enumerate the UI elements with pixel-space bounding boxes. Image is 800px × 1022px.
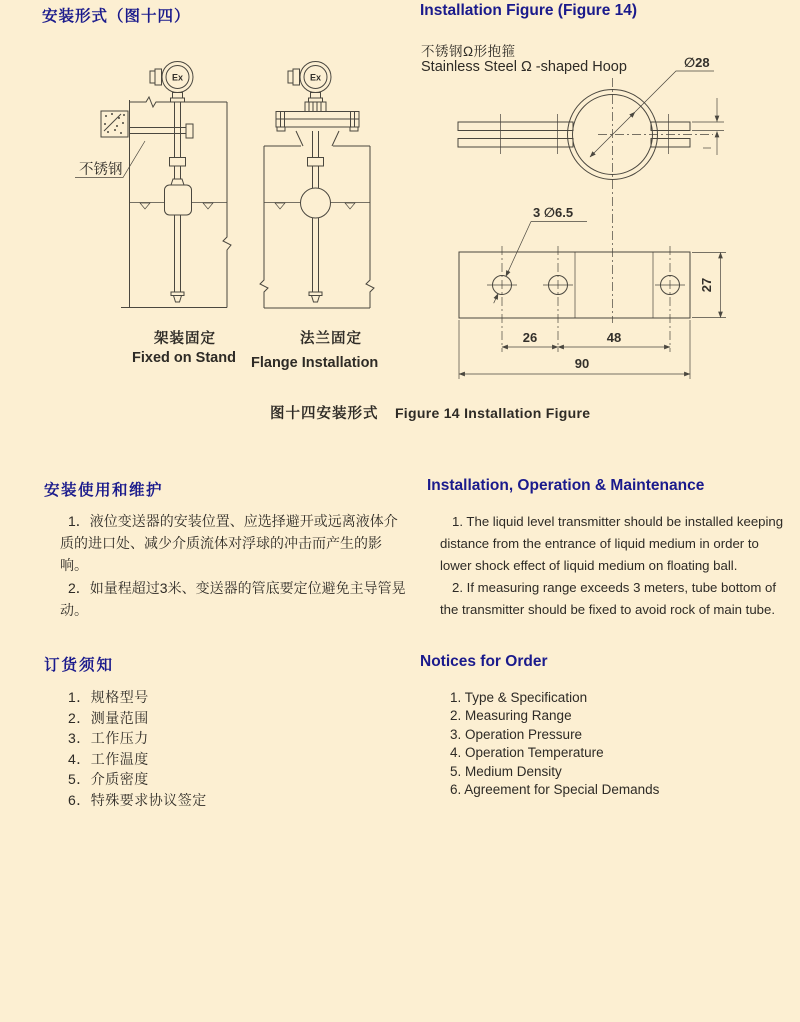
dimension-thickness [692, 98, 724, 155]
flange-caption-zh: 法兰固定 [300, 331, 362, 347]
text-line: lower shock effect of liquid medium on floating ball. [440, 558, 738, 573]
dimension-90 [459, 320, 690, 379]
spacing-1-value: 26 [522, 330, 538, 345]
list-item: 2. Measuring Range [450, 708, 572, 724]
mounting-bracket [101, 111, 193, 138]
maintenance-title-en: Installation, Operation & Maintenance [427, 477, 705, 494]
order-list-zh [68, 687, 207, 811]
text-line: 质的进口处、减少介质流体对浮球的冲击而产生的影 [60, 535, 382, 552]
list-item: 6. Agreement for Special Demands [450, 782, 660, 798]
tube-bottom-plug [309, 292, 322, 302]
fixed-caption-en: Fixed on Stand [132, 350, 236, 366]
list-item: 3. Operation Pressure [450, 726, 583, 742]
height-value: 27 [699, 277, 714, 293]
text-line: 1．液位变送器的安装位置、应选择避开或远离液体介 [68, 513, 398, 529]
water-level-symbol [345, 203, 355, 209]
float-sphere [301, 188, 331, 218]
maintenance-body-zh [60, 510, 406, 621]
hoop-label-zh: 不锈钢Ω形抱箍 [421, 44, 516, 59]
list-item: 5．介质密度 [68, 771, 149, 788]
ex-proof-head [150, 62, 193, 103]
page-title-en: Installation Figure (Figure 14) [420, 2, 638, 19]
maintenance-title-zh: 安装使用和维护 [44, 482, 164, 499]
dimension-48 [558, 330, 670, 347]
dimension-26 [502, 330, 558, 347]
device-flange-installation [260, 62, 374, 309]
text-line: 1. The liquid level transmitter should be installed keeping [452, 514, 784, 529]
maintenance-body-en [440, 511, 783, 621]
figure-caption-en: Figure 14 Installation Figure [394, 405, 591, 421]
ex-marking: Ex [309, 72, 322, 83]
list-item: 2．测量范围 [68, 709, 149, 726]
text-line: distance from the entrance of liquid medium in order to [440, 536, 759, 551]
float-cylinder [165, 179, 192, 215]
mounting-flange [276, 102, 359, 146]
list-item: 5. Medium Density [450, 763, 562, 779]
list-item: 1．规格型号 [68, 689, 149, 705]
figure-caption [270, 402, 590, 423]
dimension-27 [692, 253, 726, 318]
list-item: 3．工作压力 [68, 730, 149, 747]
water-level-symbol [275, 203, 285, 209]
holes-value: 3 ∅6.5 [533, 205, 574, 220]
text-line: 2．如量程超过3米、变送器的管底要定位避免主导管晃 [68, 579, 406, 596]
flange-caption-en: Flange Installation [251, 355, 379, 371]
stainless-steel-label: 不锈钢 [79, 162, 123, 178]
ex-marking: Ex [171, 72, 184, 83]
text-line: 2. If measuring range exceeds 3 meters, tube bottom of [452, 580, 777, 595]
total-width-value: 90 [574, 356, 590, 371]
water-level-symbol [140, 203, 150, 209]
list-item: 4．工作温度 [68, 750, 149, 767]
fixed-caption-zh: 架装固定 [154, 331, 216, 347]
list-item: 1. Type & Specification [450, 690, 588, 705]
hoop-label-en: Stainless Steel Ω -shaped Hoop [421, 59, 627, 75]
figure-caption-zh: 图十四安装形式 [270, 406, 379, 422]
text-line: the transmitter should be fixed to avoid rock of main tube. [440, 602, 775, 617]
text-line: 动。 [60, 601, 88, 618]
spacing-2-value: 48 [606, 330, 622, 345]
list-item: 4. Operation Temperature [450, 745, 604, 761]
device-fixed-on-stand [75, 62, 231, 316]
diameter-value: ∅28 [684, 55, 710, 70]
tube-bottom-plug [171, 292, 184, 302]
water-level-symbol [203, 203, 213, 209]
page-title-zh: 安装形式（图十四） [42, 8, 191, 25]
order-title-en: Notices for Order [420, 653, 548, 670]
order-list-en [450, 689, 659, 799]
order-title-zh: 订货须知 [44, 657, 115, 674]
hoop-drawing [435, 45, 800, 390]
mounting-plate [459, 246, 690, 352]
dimension-holes [494, 205, 587, 303]
list-item: 6．特殊要求协议签定 [68, 791, 207, 808]
ex-proof-head [288, 62, 331, 103]
text-line: 响。 [60, 557, 88, 574]
